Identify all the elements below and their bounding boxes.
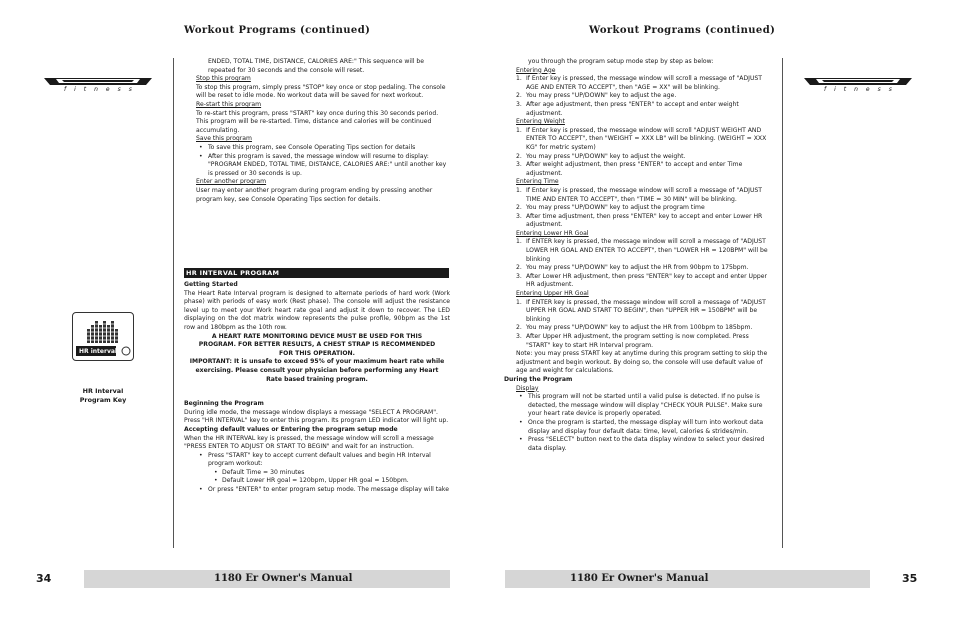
accepting-defaults-title: Accepting default values or Entering the program setup mode	[184, 425, 398, 433]
restart-program-text: To re-start this program, press "START" key once during this 30 seconds period. This program will be re-started. Time, distance and calories will be continued accumulating.	[196, 109, 439, 134]
important-text: IMPORTANT: It is unsafe to exceed 95% of your maximum heart rate while exercising. Please consult your physician before performing any Heart Rate based training program.	[189, 358, 445, 383]
stop-program-text: To stop this program, simply press "STOP" key once or stop pedaling. The console will be reset to idle mode. No workout data will be saved for next workout.	[196, 83, 446, 100]
list-item: • Press "START" key to accept current default values and begin HR Interval program workout:	[196, 452, 450, 469]
entering-age-steps	[516, 75, 772, 118]
list-item: 1. If Enter key is pressed, the message window will scroll a message of "ADJUST TIME AND ENTER TO ACCEPT", then "TIME = 30 MIN" will be blinking.	[516, 186, 762, 203]
display-title: Display	[516, 384, 539, 392]
list-item: 2. You may press "UP/DOWN" key to adjust the weight.	[516, 152, 686, 160]
list-item: 3. After age adjustment, then press "ENTER" to accept and enter weight adjustment.	[516, 100, 739, 117]
left-page-number: 34	[36, 572, 52, 585]
intro-tail-text: ENDED, TOTAL TIME, DISTANCE, CALORIES ARE:" This sequence will be repeated for 30 seconds and the console will reset.	[208, 58, 425, 74]
getting-started-text: The Heart Rate Interval program is designed to alternate periods of hard work (Work phase) with periods of easy work (Rest phase). The console will adjust the resistance level up to meet your Work heart rate goal and adjust it down to recover. The LED displaying on the dot matrix window represents the pulse profile, 90bpm as the 1st row and 180bpm as the 10th row.	[184, 289, 450, 331]
list-item: • Default Lower HR goal = 120bpm, Upper HR goal = 150bpm.	[214, 477, 450, 486]
left-page-body-lower	[184, 281, 450, 495]
save-program-title: Save this program	[196, 135, 252, 143]
list-item: • This program will not be started until a valid pulse is detected. If no pulse is detected, the message window will display "CHECK YOUR PULSE". Make sure your heart rate device is properly operated.	[516, 393, 772, 419]
list-item: 2. You may press "UP/DOWN" key to adjust the HR from 90bpm to 175bpm.	[516, 264, 749, 272]
list-item: • Press "SELECT" button next to the data display window to select your desired data display.	[516, 436, 772, 453]
right-page-body	[504, 58, 772, 453]
list-item: 1. If Enter key is pressed, the message window will scroll "ADJUST WEIGHT AND ENTER TO ACCEPT", then "WEIGHT = XXX LB" will be blinking. (WEIGHT = XXX KG" for metric system)	[516, 126, 767, 151]
right-page-header: Workout Programs (continued)	[589, 25, 776, 36]
list-item: • To save this program, see Console Operating Tips section for details	[196, 144, 450, 153]
entering-lower-hr-steps	[516, 238, 772, 290]
warning-text: A HEART RATE MONITORING DEVICE MUST BE USED FOR THIS PROGRAM. FOR BETTER RESULTS, A CHEST STRAP IS RECOMMENDED FOR THIS OPERATION.	[198, 332, 436, 357]
entering-upper-hr-title: Entering Upper HR Goal	[516, 290, 589, 298]
list-item: • After this program is saved, the message window will resume to display: "PROGRAM ENDED, TOTAL TIME, DISTANCE, CALORIES ARE:" until another key is pressed or 30 seconds is up.	[196, 153, 450, 179]
entering-age-title: Entering Age	[516, 66, 556, 74]
stop-program-title: Stop this program	[196, 75, 251, 83]
brand-logo-subtext: fitness	[64, 86, 140, 93]
entering-time-steps	[516, 187, 772, 230]
enter-another-program-text: User may enter another program during program ending by pressing another program key, see Console Operating Tips section for details.	[196, 186, 433, 203]
list-item: 1. If ENTER key is pressed, the message window will scroll a message of "ADJUST LOWER HR GOAL AND ENTER TO ACCEPT", then "LOWER HR = 120BPM" will be blinking	[516, 238, 768, 263]
list-item: 2. You may press "UP/DOWN" key to adjust the age.	[516, 92, 677, 100]
entering-weight-steps	[516, 127, 772, 179]
enter-another-program-title: Enter another program	[196, 178, 267, 186]
during-program-title: During the Program	[504, 375, 573, 383]
entering-time-title: Entering Time	[516, 178, 559, 186]
right-intro-tail: you through the program setup mode step by step as below:	[528, 58, 714, 65]
save-program-list	[196, 144, 450, 178]
list-item: 2. You may press "UP/DOWN" key to adjust the program time	[516, 204, 705, 212]
entering-upper-hr-steps	[516, 299, 772, 351]
left-page-body	[184, 58, 450, 204]
setup-note-text: Note: you may press START key at anytime during this program setting to skip the adjustment and begin workout. By doing so, the console will use default value of age and weight for calculations.	[516, 350, 768, 375]
right-page-number: 35	[902, 572, 918, 585]
list-item: 2. You may press "UP/DOWN" key to adjust the HR from 100bpm to 185bpm.	[516, 324, 753, 332]
accepting-defaults-text: When the HR INTERVAL key is pressed, the message window will scroll a message "PRESS ENTER TO ADJUST OR START TO BEGIN" and wait for an instruction.	[184, 434, 434, 451]
brand-logo-left	[42, 70, 154, 102]
hr-interval-key-illustration	[72, 312, 134, 361]
list-item: 3. After time adjustment, then press "ENTER" key to accept and enter Lower HR adjustment.	[516, 212, 763, 229]
right-divider-line	[782, 58, 783, 548]
beginning-program-title: Beginning the Program	[184, 400, 264, 408]
accepting-options-list-2	[184, 486, 450, 495]
restart-program-title: Re-start this program	[196, 100, 262, 108]
left-footer-title: 1180 Er Owner's Manual	[214, 573, 353, 584]
brand-logo-right	[802, 70, 914, 102]
default-values-list	[184, 469, 450, 486]
getting-started-title: Getting Started	[184, 281, 238, 288]
accepting-options-list	[184, 452, 450, 469]
hr-interval-key-caption: HR Interval Program Key	[79, 387, 127, 404]
list-item: • Or press "ENTER" to enter program setup mode. The message display will take	[196, 486, 450, 495]
list-item: 3. After weight adjustment, then press "ENTER" to accept and enter Time adjustment.	[516, 161, 743, 177]
beginning-program-text: During idle mode, the message window displays a message "SELECT A PROGRAM". Press "HR INTERVAL" key to enter this program. Its program LED indicator will light up.	[184, 408, 449, 425]
left-footer-bar	[84, 570, 450, 588]
display-list	[516, 393, 772, 453]
list-item: 1. If ENTER key is pressed, the message window will scroll a message of "ADJUST UPPER HR GOAL AND START TO BEGIN", then "UPPER HR = 150BPM" will be blinking	[516, 298, 766, 323]
left-page-header: Workout Programs (continued)	[184, 25, 371, 36]
list-item: • Once the program is started, the message display will turn into workout data display and display four default data: time, level, calories & strides/min.	[516, 419, 772, 436]
list-item: 3. After Upper HR adjustment, the program setting is now completed. Press "START" key to start HR Interval program.	[516, 333, 749, 349]
list-item: 3. After Lower HR adjustment, then press "ENTER" key to accept and enter Upper HR adjustment.	[516, 272, 767, 289]
list-item: • Default Time = 30 minutes	[214, 469, 450, 478]
left-divider-line	[173, 58, 174, 548]
hr-interval-key-label: HR interval	[79, 348, 117, 355]
right-footer-bar	[505, 570, 870, 588]
entering-lower-hr-title: Entering Lower HR Goal	[516, 229, 589, 237]
brand-logo-subtext: fitness	[824, 86, 900, 93]
list-item: 1. If Enter key is pressed, the message window will scroll a message of "ADJUST AGE AND ENTER TO ACCEPT", then "AGE = XX" will be blinking.	[516, 75, 762, 91]
entering-weight-title: Entering Weight	[516, 118, 565, 126]
right-footer-title: 1180 Er Owner's Manual	[570, 573, 709, 584]
hr-interval-section-bar: HR INTERVAL PROGRAM	[184, 268, 449, 278]
